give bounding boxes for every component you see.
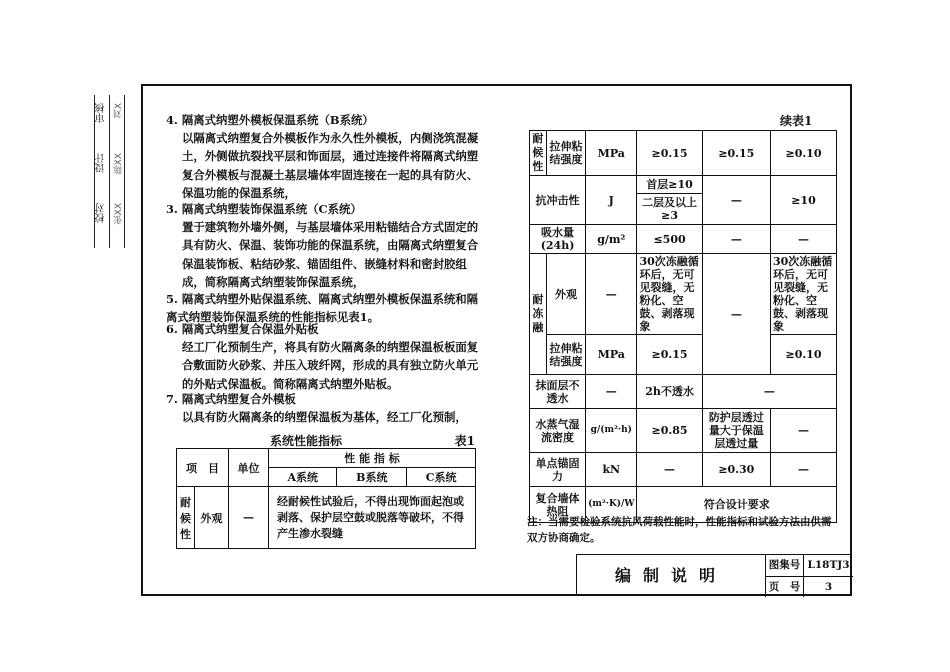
table1-row-value: 经耐候性试验后，不得出现饰面起泡或剥落、保护层空鼓或脱落等破坏，不得产生渗水裂缝 [269, 487, 476, 549]
strip-role-check: 校对 [96, 203, 107, 223]
section-5: 5. 隔离式纳塑外贴保温系统、隔离式纳塑外模板保温系统和隔离式纳塑装饰保温系统的性能指标见表1。 [166, 292, 479, 325]
t2-water-c: — [770, 225, 836, 254]
section-3 [166, 200, 486, 291]
table1-row-group: 耐候性 [177, 487, 195, 549]
drawing-title: 编制说明 [577, 555, 766, 597]
performance-table [176, 448, 476, 549]
t2-impact-b: — [702, 176, 770, 225]
t2-vapor-label: 水蒸气湿流密度 [530, 409, 586, 453]
section-3-title: 3. 隔离式纳塑装饰保温系统（C系统） [166, 202, 362, 216]
table1-title: 系统性能指标 [270, 434, 343, 448]
t2-freeze-group: 耐冻融 [530, 254, 547, 375]
t2-freeze-look-b: — [702, 254, 770, 375]
t2-plaster-a: 2h不透水 [637, 375, 702, 409]
t2-anchor-c: — [770, 453, 836, 487]
t2-freeze-look-c: 30次冻融循环后，无可见裂缝，无粉化、空鼓、剥落现象 [770, 254, 836, 335]
t2-freeze-look-unit: — [586, 254, 637, 335]
t2-vapor-a: ≥0.85 [637, 409, 702, 453]
t2-anchor-label: 单点锚固力 [530, 453, 586, 487]
t2-freeze-tensile-label: 拉伸粘结强度 [546, 335, 585, 375]
strip-name-check: 张XX [114, 203, 124, 225]
title-block [576, 554, 852, 596]
t2-anchor-a: — [637, 453, 702, 487]
section-7-body: 以具有防火隔离条的纳塑保温板为基体，经工厂化预制， [182, 410, 467, 425]
table-note: 注：当需要检验系统抗风荷载性能时，性能指标和试验方法由供需双方协商确定。 [527, 516, 832, 544]
t2-tensile-a: ≥0.15 [637, 131, 702, 176]
t2-plaster-label: 抹面层不透水 [530, 375, 586, 409]
section-4 [166, 111, 486, 202]
t2-vapor-b: 防护层透过量大于保温层透过量 [702, 409, 770, 453]
t2-thermal-label: 复合墙体热阻 [530, 487, 586, 523]
table1-row-unit: — [229, 487, 269, 549]
section-3-body: 置于建筑物外墙外侧，与基层墙体采用粘锚结合方式固定的具有防火、保温、装饰功能的保温系统，由隔离式纳塑复合保温装饰板、粘结砂浆、锚固组件、嵌缝材料和密封胶组成，简称隔离式纳塑装饰保温系统， [182, 220, 479, 289]
table1-head-a: A系统 [269, 468, 337, 487]
table1-label: 表1 [454, 434, 475, 448]
t2-impact-a [637, 176, 702, 225]
strip-name-design: 陈XX [114, 153, 124, 175]
section-6-title: 6. 隔离式纳塑复合保温外贴板 [166, 322, 319, 336]
section-6-body: 经工厂化预制生产，将具有防火隔离条的纳塑保温板板面复合敷面防火砂浆、并压入玻纤网，形成的具有独立防火单元的外贴式保温板。简称隔离式纳塑外贴板。 [182, 340, 479, 391]
strip-role-review: 审核 [96, 103, 107, 123]
t2-impact-a1: 首层≥10 [637, 176, 701, 194]
section-4-body: 以隔离式纳塑复合外模板作为永久性外模板，内侧浇筑混凝土，外侧做抗裂找平层和饰面层，通过连接件将隔离式纳塑复合外模板与混凝土基层墙体牢固连接在一起的具有防火、保温功能的保温系统， [182, 131, 479, 200]
t2-plaster-unit: — [586, 375, 637, 409]
table1-head-unit: 单位 [229, 449, 269, 487]
t2-weather-group: 耐候性 [530, 131, 547, 176]
t2-water-a: ≤500 [637, 225, 702, 254]
table1-head-item: 项 目 [177, 449, 229, 487]
t2-thermal-value: 符合设计要求 [637, 487, 837, 523]
strip-role-design: 设计 [96, 153, 107, 173]
t2-vapor-c: — [770, 409, 836, 453]
atlas-label: 图集号 [766, 555, 804, 576]
t2-tensile-c: ≥0.10 [770, 131, 836, 176]
t2-impact-unit: J [586, 176, 637, 225]
page-value: 3 [804, 576, 853, 597]
table2-caption: 续表1 [780, 114, 813, 128]
t2-tensile-unit: MPa [586, 131, 637, 176]
section-7-title: 7. 隔离式纳塑复合外模板 [166, 392, 296, 406]
t2-tensile-b: ≥0.15 [702, 131, 770, 176]
t2-vapor-unit: g/(m²·h) [586, 409, 637, 453]
t2-thermal-unit: (m²·K)/W [586, 487, 637, 523]
strip-name-review: 刘X [114, 103, 124, 119]
section-4-title: 4. 隔离式纳塑外模板保温系统（B系统） [166, 113, 374, 127]
section-7 [166, 390, 486, 426]
t2-freeze-look-label: 外观 [546, 254, 585, 335]
t2-freeze-tensile-unit: MPa [586, 335, 637, 375]
table1-head-c: C系统 [407, 468, 476, 487]
table1-head-perf: 性 能 指 标 [269, 449, 476, 468]
t2-freeze-tensile-a: ≥0.15 [637, 335, 702, 375]
t2-impact-a2: 二层及以上≥3 [642, 196, 698, 222]
t2-anchor-unit: kN [586, 453, 637, 487]
t2-impact-label: 抗冲击性 [530, 176, 586, 225]
table1-row-item: 外观 [195, 487, 229, 549]
t2-freeze-tensile-c: ≥0.10 [770, 335, 836, 375]
t2-plaster-b: — [702, 375, 836, 409]
page-label: 页 号 [766, 576, 804, 597]
t2-tensile-label: 拉伸粘结强度 [546, 131, 585, 176]
table1-caption [270, 432, 475, 449]
section-6 [166, 320, 486, 393]
t2-impact-c: ≥10 [770, 176, 836, 225]
atlas-value: L18TJ3 [807, 559, 850, 571]
continued-table [529, 130, 837, 523]
t2-freeze-look-a: 30次冻融循环后，无可见裂缝，无粉化、空鼓、剥落现象 [637, 254, 702, 335]
approval-strip [94, 95, 140, 248]
t2-water-label: 吸水量(24h) [530, 225, 586, 254]
t2-water-b: — [702, 225, 770, 254]
t2-anchor-b: ≥0.30 [702, 453, 770, 487]
table1-head-b: B系统 [337, 468, 407, 487]
t2-water-unit: g/m² [586, 225, 637, 254]
